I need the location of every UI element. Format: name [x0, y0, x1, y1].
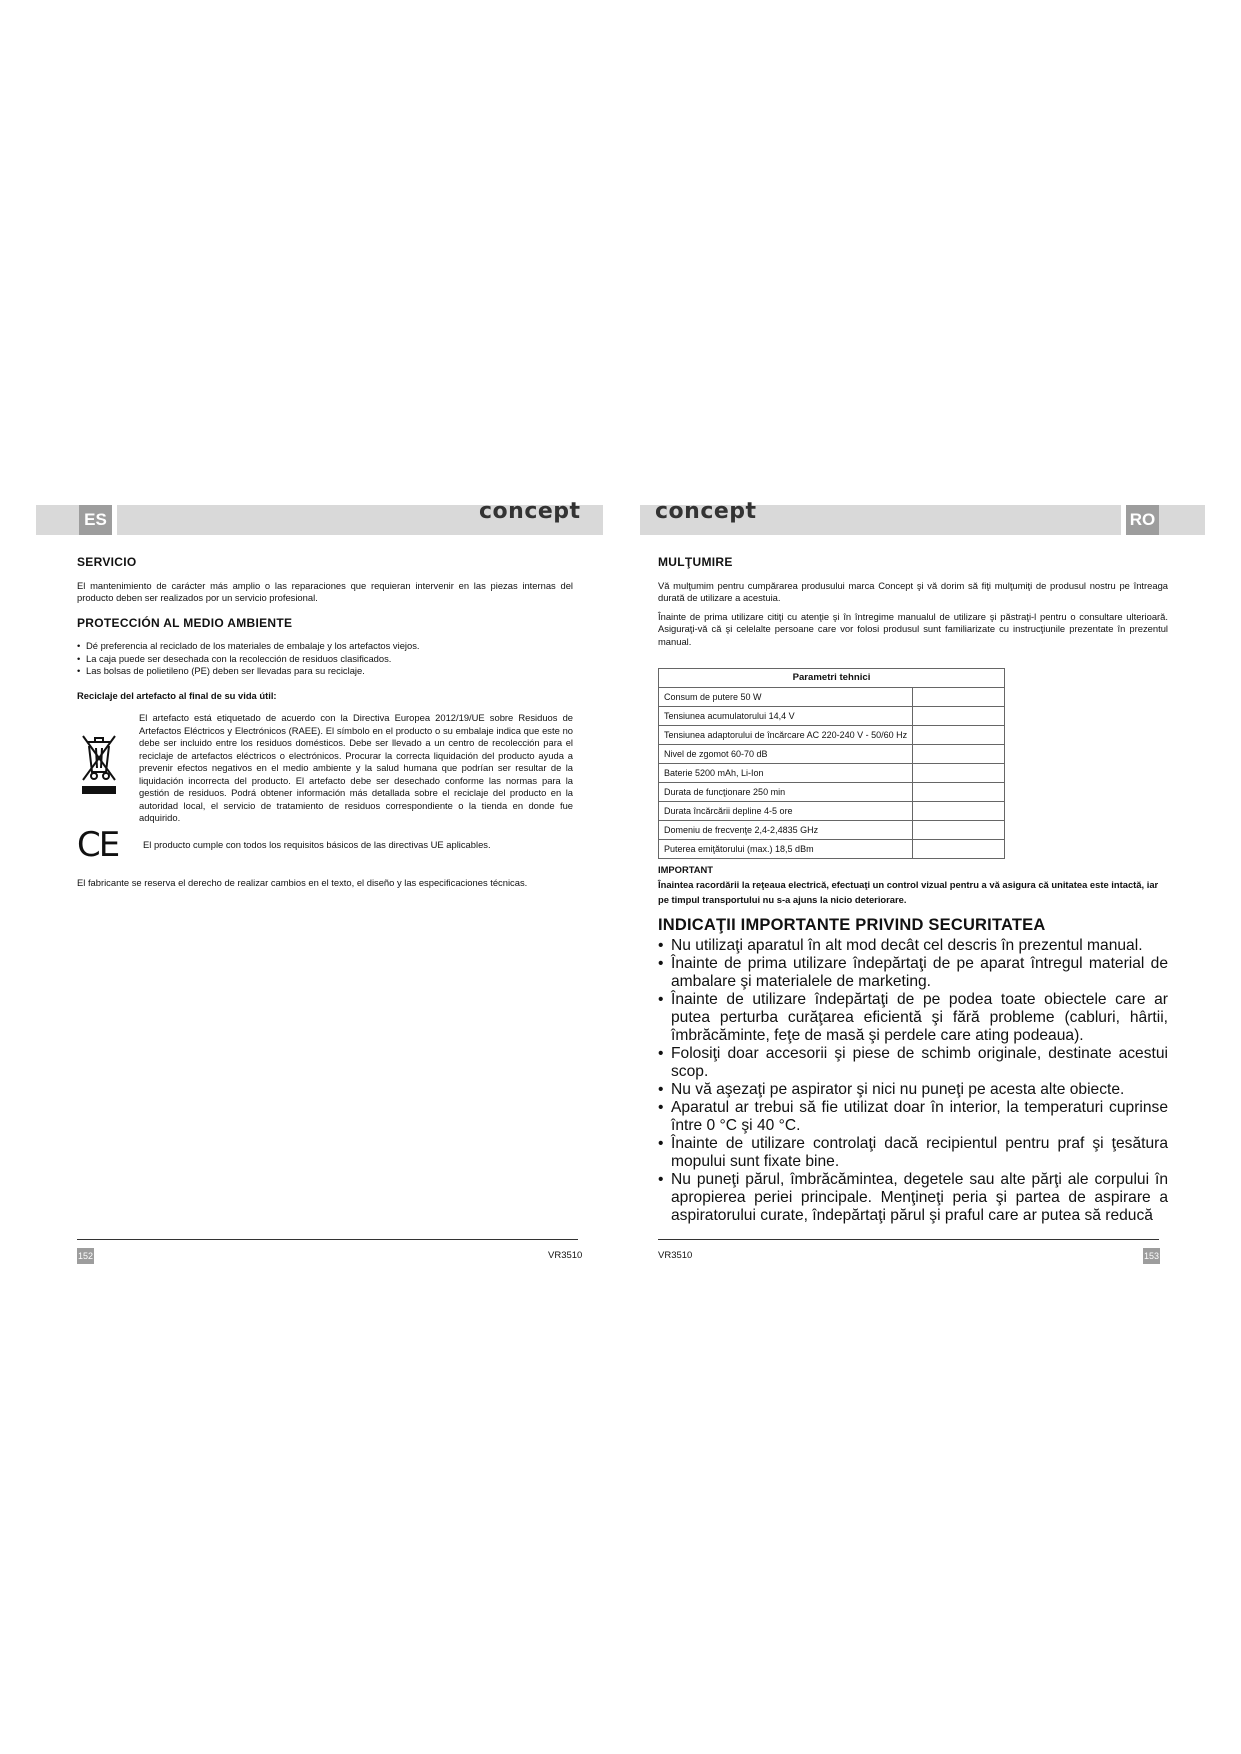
right-page-content [658, 556, 1168, 1225]
table-row [659, 707, 1005, 726]
multumire-heading: MULŢUMIRE [658, 555, 733, 569]
list-item: • Aparatul ar trebui să fie utilizat doar în interior, la temperaturi cuprinse între 0 °C şi 40 °C. [658, 1099, 1168, 1135]
table-cell: Domeniu de frecvenţe 2,4-2,4835 GHz [659, 821, 913, 840]
list-item: • Nu vă aşezaţi pe aspirator şi nici nu puneţi pe acesta alte obiecte. [658, 1081, 1168, 1099]
fabricante-paragraph: El fabricante se reserva el derecho de realizar cambios en el texto, el diseño y las especificaciones técnicas. [77, 877, 528, 888]
list-item: • Înainte de utilizare controlaţi dacă recipientul pentru praf şi ţesătura mopului sunt fixate bine. [658, 1135, 1168, 1171]
safety-heading: INDICAŢII IMPORTANTE PRIVIND SECURITATEA [658, 915, 1046, 934]
weee-section [77, 712, 573, 825]
table-cell: Consum de putere 50 W [659, 688, 913, 707]
table-row [659, 745, 1005, 764]
table-cell: Puterea emiţătorului (max.) 18,5 dBm [659, 840, 913, 859]
list-item: • Înainte de utilizare îndepărtaţi de pe podea toate obiectele care ar putea perturba curăţarea eficientă şi fără probleme (cabluri, hârtii, îmbrăcăminte, feţe de masă şi perdele care ating podeaua). [658, 991, 1168, 1045]
ce-mark-icon: CE [77, 824, 119, 865]
footer-divider-right [658, 1239, 1159, 1240]
list-item: • Înainte de prima utilizare îndepărtaţi de pe aparat întregul material de ambalare şi materialele de marketing. [658, 955, 1168, 991]
table-cell: Baterie 5200 mAh, Li-Ion [659, 764, 913, 783]
table-row [659, 783, 1005, 802]
page-number-left: 152 [77, 1248, 94, 1264]
table-row [659, 764, 1005, 783]
table-row [659, 821, 1005, 840]
table-cell: Durata de funcţionare 250 min [659, 783, 913, 802]
table-cell: Durata încărcării depline 4-5 ore [659, 802, 913, 821]
brand-logo-right: concept [655, 499, 757, 524]
table-row [659, 688, 1005, 707]
page-number-right: 153 [1143, 1248, 1160, 1264]
language-tab-es: ES [79, 505, 112, 535]
table-cell: Tensiunea adaptorului de încărcare AC 220-240 V - 50/60 Hz [659, 726, 913, 745]
list-item: • La caja puede ser desechada con la recolección de residuos clasificados. [77, 653, 573, 666]
multumire-paragraph-2: Înainte de prima utilizare citiţi cu atenţie şi în întregime manualul de utilizare şi păstraţi-l pentru o consultare ulterioară. Asiguraţi-vă că şi celelalte persoane care vor folosi produsul sunt familiarizate cu instrucţiunile prezentate în prezentul manual. [658, 610, 1168, 647]
weee-bin-icon [77, 712, 121, 825]
table-cell: Tensiunea acumulatorului 14,4 V [659, 707, 913, 726]
list-item: • Nu puneţi părul, îmbrăcămintea, degetele sau alte părţi ale corpului în apropierea periei principale. Menţineţi peria şi partea de aspirare a aspiratorului curate, îndepărtaţi părul şi praful care ar putea să reducă [658, 1171, 1168, 1225]
model-number-right: VR3510 [658, 1250, 693, 1261]
servicio-heading: SERVICIO [77, 555, 137, 569]
multumire-paragraph-1: Vă mulţumim pentru cumpărarea produsului marca Concept şi vă dorim să fiţi mulţumiţi de produsul nostru pe întreaga durată de utilizare a acestuia. [658, 579, 1168, 603]
servicio-paragraph: El mantenimiento de carácter más amplio o las reparaciones que requieran intervenir en las piezas internas del producto deben ser realizados por un servicio profesional. [77, 579, 573, 603]
safety-list [658, 937, 1168, 1225]
ce-section [77, 824, 573, 865]
medio-ambiente-list [77, 640, 573, 678]
list-item: • Las bolsas de polietileno (PE) deben ser llevadas para su reciclaje. [77, 665, 573, 678]
list-item: • Nu utilizaţi aparatul în alt mod decât cel descris în prezentul manual. [658, 937, 1168, 955]
table-row [659, 840, 1005, 859]
left-page-content [77, 556, 573, 896]
table-title: Parametri tehnici [659, 669, 1005, 688]
reciclaje-heading: Reciclaje del artefacto al final de su vida útil: [77, 689, 277, 701]
list-item: • Dé preferencia al reciclado de los materiales de embalaje y los artefactos viejos. [77, 640, 573, 653]
header-divider [112, 505, 117, 535]
model-number-left: VR3510 [548, 1250, 583, 1261]
ce-paragraph: El producto cumple con todos los requisitos básicos de las directivas UE aplicables. [143, 838, 491, 850]
table-cell: Nivel de zgomot 60-70 dB [659, 745, 913, 764]
list-item: • Folosiţi doar accesorii şi piese de schimb originale, destinate acestui scop. [658, 1045, 1168, 1081]
medio-ambiente-heading: PROTECCIÓN AL MEDIO AMBIENTE [77, 615, 293, 630]
language-tab-ro: RO [1126, 505, 1159, 535]
important-heading: IMPORTANT [658, 864, 714, 875]
reciclaje-paragraph: El artefacto está etiquetado de acuerdo con la Directiva Europea 2012/19/UE sobre Residuos de Artefactos Eléctricos y Electrónicos (RAEE). El símbolo en el producto o su embalaje indica que este no debe ser incluido entre los residuos domésticos. Debe ser llevado a un centro de recolección para el reciclaje de artefactos eléctricos o electrónicos. Procurar la correcta liquidación del producto ayuda a prevenir efectos negativos en el medio ambiente y la salud humana que podrían ser resultar de la liquidación incorrecta del producto. El artefacto debe ser desechado conforme las normas para la gestión de residuos. Podrá obtener información más detallada sobre el reciclaje del producto en la autoridad local, el servicio de tratamiento de residuos correspondiente o la tienda en donde fue adquirido. [139, 712, 573, 823]
important-paragraph: Înaintea racordării la reţeaua electrică, efectuaţi un control vizual pentru a vă asigura că unitatea este intactă, iar pe timpul transportului nu s-a ajuns la nicio deteriorare. [658, 878, 1159, 905]
technical-parameters-table [658, 668, 1005, 859]
footer-divider-left [77, 1239, 578, 1240]
table-row [659, 726, 1005, 745]
table-row [659, 802, 1005, 821]
brand-logo-left: concept [479, 499, 581, 524]
